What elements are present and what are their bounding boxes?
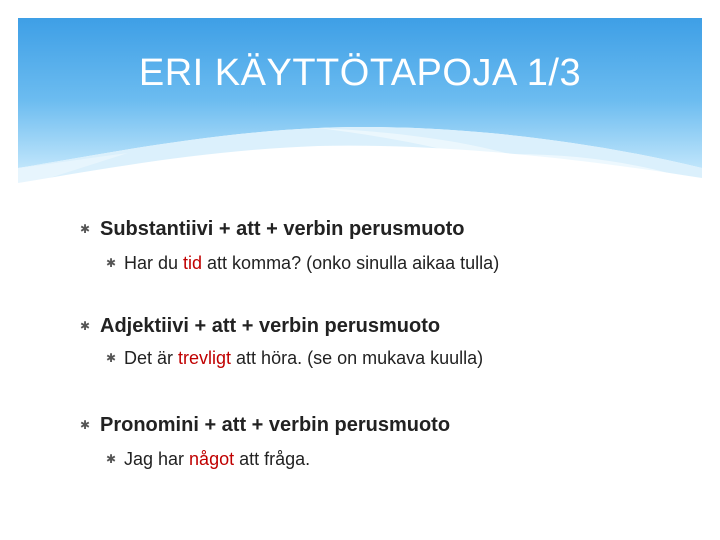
asterisk-icon: ✱: [79, 318, 91, 333]
bullet-item: [78, 315, 440, 338]
asterisk-icon: ✱: [79, 417, 91, 432]
bullet-heading: Pronomini + att + verbin perusmuoto: [100, 414, 451, 436]
highlighted-word: något: [189, 449, 235, 469]
highlighted-word: tid: [183, 253, 203, 273]
bullet-heading: Substantiivi + att + verbin perusmuoto: [100, 218, 465, 240]
highlighted-word: trevligt: [178, 348, 232, 368]
asterisk-icon: ✱: [105, 255, 117, 270]
sub-bullet-item: [104, 348, 483, 369]
sub-bullet-item: [104, 449, 310, 470]
example-text: Har du tid att komma? (onko sinulla aikaa tulla): [124, 253, 500, 273]
sub-bullet-item: [104, 253, 499, 274]
example-text: Det är trevligt att höra. (se on mukava kuulla): [124, 348, 484, 368]
asterisk-icon: ✱: [105, 451, 117, 466]
bullet-item: [78, 414, 450, 437]
slide-title: ERI KÄYTTÖTAPOJA 1/3: [138, 52, 582, 94]
asterisk-icon: ✱: [79, 221, 91, 236]
example-text: Jag har något att fråga.: [124, 449, 311, 469]
asterisk-icon: ✱: [105, 350, 117, 365]
bullet-item: [78, 218, 465, 241]
bullet-heading: Adjektiivi + att + verbin perusmuoto: [100, 315, 441, 337]
